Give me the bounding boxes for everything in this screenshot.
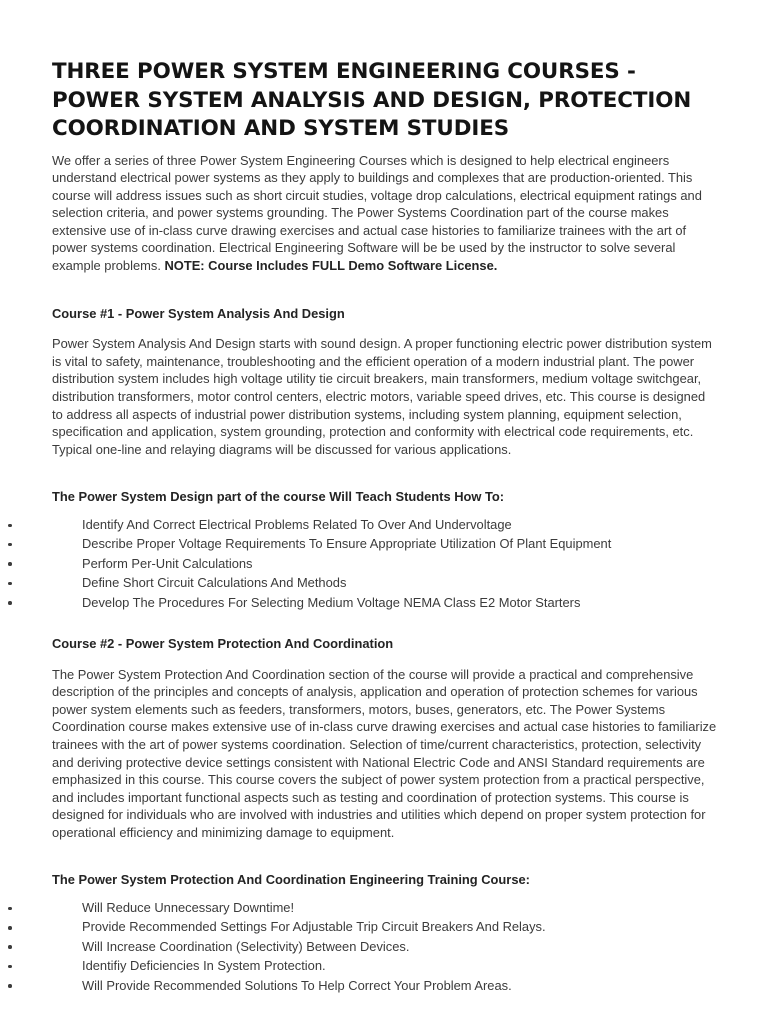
intro-paragraph — [52, 152, 718, 275]
list-heading-design-objectives: The Power System Design part of the course Will Teach Students How To: — [52, 489, 505, 505]
bullet-dot-icon — [8, 524, 12, 528]
spacer — [52, 613, 718, 635]
page-title: THREE POWER SYSTEM ENGINEERING COURSES - POWER SYSTEM ANALYSIS AND DESIGN, PROTECTION COORDINATION AND SYSTEM STUDIES — [52, 59, 692, 141]
bullet-dot-icon — [8, 543, 12, 547]
list-item — [30, 899, 718, 917]
list-item-label: Identifiy Deficiencies In System Protection. — [82, 958, 326, 974]
list-item — [30, 535, 718, 553]
spacer — [52, 458, 718, 488]
list-item — [30, 555, 718, 573]
bullet-dot-icon — [8, 601, 12, 605]
spacer — [52, 506, 718, 516]
list-item — [30, 957, 718, 975]
spacer — [52, 322, 718, 335]
list-item-label: Define Short Circuit Calculations And Methods — [82, 575, 347, 591]
bullet-dot-icon — [8, 984, 12, 988]
section-paragraph-course-2: The Power System Protection And Coordination section of the course will provide a practical and comprehensive description of the principles and concepts of analysis, application and operation of protection schemes for various power system elements such as feeders, transformers, motors, buses, generators, etc. The Power Systems Coordination course makes extensive use of in-class curve drawing exercises and actual case histories to familiarize trainees with the art of power systems coordination. Selection of time/current characteristics, protection, selectivity and deriving protective device settings consistent with National Electric Code and ANSI Standard requirements are emphasized in this course. This course covers the subject of power system protection from a practical perspective, and includes important functional aspects such as testing and coordination of protection systems. This course is designed for individuals who are involved with industries and utilities which depend on proper system protection for operational efficiency and minimizing damage to equipment. — [52, 666, 717, 840]
bullet-block-protection-benefits — [30, 899, 718, 994]
list-item — [30, 574, 718, 592]
list-item-label: Will Increase Coordination (Selectivity) Between Devices. — [82, 938, 410, 954]
bullet-dot-icon — [8, 562, 12, 566]
bullet-list-design-objectives — [30, 516, 718, 611]
spacer — [52, 275, 718, 305]
list-item-label: Perform Per-Unit Calculations — [82, 555, 253, 571]
list-item-label: Will Provide Recommended Solutions To Help Correct Your Problem Areas. — [82, 977, 512, 993]
section-paragraph-course-1: Power System Analysis And Design starts with sound design. A proper functioning electric power distribution system is vital to safety, maintenance, troubleshooting and the efficient operation of a modern industrial plant. The power distribution system includes high voltage utility tie circuit breakers, main transformers, medium voltage switchgear, distribution transformers, motor control centers, electric motors, variable speed drives, etc. This course is designed to address all aspects of industrial power distribution systems, including system planning, equipment selection, specification and application, system grounding, protection and conformity with electrical code requirements, etc. Typical one-line and relaying diagrams will be discussed for various applications. — [52, 336, 712, 457]
list-item — [30, 938, 718, 956]
list-item-label: Develop The Procedures For Selecting Medium Voltage NEMA Class E2 Motor Starters — [82, 594, 581, 610]
bullet-dot-icon — [8, 582, 12, 586]
section-heading-course-1: Course #1 - Power System Analysis And Design — [52, 305, 345, 321]
bullet-dot-icon — [8, 907, 12, 911]
intro-paragraph-text: We offer a series of three Power System Engineering Courses which is designed to help electrical engineers understand electrical power systems as they apply to buildings and complexes that are production-oriented. This course will address issues such as short circuit studies, voltage drop calculations, electrical equipment ratings and selection criteria, and power systems grounding. The Power Systems Coordination part of the course makes extensive use of in-class curve drawing exercises and actual case histories to familiarize trainees with the art of power systems coordination. Electrical Engineering Software will be be used by the instructor to solve several example problems. — [52, 152, 702, 274]
list-item — [30, 977, 718, 995]
bullet-block-design-objectives — [30, 516, 718, 611]
list-item — [30, 594, 718, 612]
section-course-2 — [52, 635, 718, 994]
bullet-list-protection-benefits — [30, 899, 718, 994]
bullet-dot-icon — [8, 926, 12, 930]
list-heading-protection-benefits: The Power System Protection And Coordination Engineering Training Course: — [52, 872, 530, 888]
section-heading-course-2: Course #2 - Power System Protection And Coordination — [52, 635, 394, 651]
list-item-label: Will Reduce Unnecessary Downtime! — [82, 900, 295, 916]
list-item — [30, 516, 718, 534]
list-item-label: Provide Recommended Settings For Adjustable Trip Circuit Breakers And Relays. — [82, 919, 546, 935]
list-item — [30, 918, 718, 936]
bullet-dot-icon — [8, 945, 12, 949]
spacer — [52, 889, 718, 899]
intro-note: NOTE: Course Includes FULL Demo Software License. — [164, 258, 498, 274]
list-item-label: Describe Proper Voltage Requirements To Ensure Appropriate Utilization Of Plant Equipment — [82, 536, 612, 552]
bullet-dot-icon — [8, 965, 12, 969]
spacer — [52, 653, 718, 666]
spacer — [52, 841, 718, 871]
section-course-1 — [52, 305, 718, 612]
list-item-label: Identify And Correct Electrical Problems Related To Over And Undervoltage — [82, 517, 512, 532]
